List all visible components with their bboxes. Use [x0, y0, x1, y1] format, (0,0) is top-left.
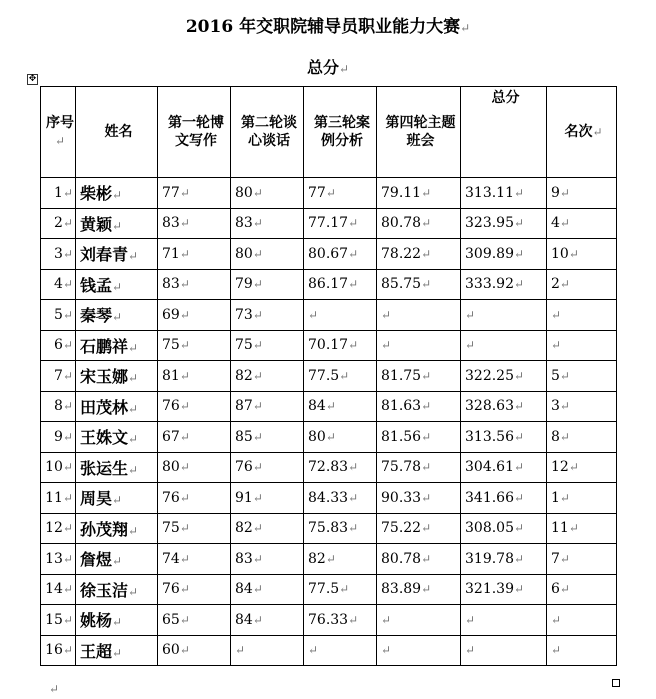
- table-row: [41, 361, 617, 392]
- cell-round2: 87↵: [231, 391, 304, 422]
- cell-round4: 75.22↵: [377, 513, 461, 544]
- cell-rank: 9↵: [547, 178, 617, 209]
- cell-round1: 76↵: [158, 574, 231, 605]
- cell-index: 3↵: [41, 239, 76, 270]
- cell-total: 328.63↵: [461, 391, 547, 422]
- cell-rank: ↵: [547, 300, 617, 331]
- table-row: [41, 605, 617, 636]
- cell-round2: 80↵: [231, 239, 304, 270]
- table-row: [41, 452, 617, 483]
- cell-round4: 78.22↵: [377, 239, 461, 270]
- cell-total: ↵: [461, 635, 547, 666]
- cell-index: 10↵: [41, 452, 76, 483]
- cell-index: 11↵: [41, 483, 76, 514]
- cell-round1: 77↵: [158, 178, 231, 209]
- cell-name: 田茂林↵: [76, 391, 158, 422]
- header-round2: 第二轮谈心谈话: [231, 87, 304, 178]
- cell-round4: 81.56↵: [377, 422, 461, 453]
- cell-round1: 69↵: [158, 300, 231, 331]
- header-index: 序号↵: [41, 87, 76, 178]
- cell-index: 14↵: [41, 574, 76, 605]
- cell-total: 308.05↵: [461, 513, 547, 544]
- table-row: [41, 269, 617, 300]
- cell-round1: 80↵: [158, 452, 231, 483]
- header-round1: 第一轮博文写作: [158, 87, 231, 178]
- cell-rank: 11↵: [547, 513, 617, 544]
- cell-index: 12↵: [41, 513, 76, 544]
- cell-round3: 77.5↵: [304, 361, 377, 392]
- cell-round2: 85↵: [231, 422, 304, 453]
- cell-round2: 79↵: [231, 269, 304, 300]
- cell-name: 黄颖↵: [76, 208, 158, 239]
- cell-index: 15↵: [41, 605, 76, 636]
- cell-round4: 81.75↵: [377, 361, 461, 392]
- cell-name: 刘春青↵: [76, 239, 158, 270]
- cell-round4: 90.33↵: [377, 483, 461, 514]
- table-row: [41, 635, 617, 666]
- table-row: [41, 574, 617, 605]
- cell-round4: 80.78↵: [377, 208, 461, 239]
- cell-name: 王姝文↵: [76, 422, 158, 453]
- cell-round3: 84↵: [304, 391, 377, 422]
- cell-name: 徐玉洁↵: [76, 574, 158, 605]
- cell-round1: 76↵: [158, 483, 231, 514]
- cell-round3: ↵: [304, 635, 377, 666]
- cell-rank: ↵: [547, 330, 617, 361]
- cell-rank: ↵: [547, 635, 617, 666]
- cell-total: ↵: [461, 330, 547, 361]
- cell-round3: 86.17↵: [304, 269, 377, 300]
- cell-rank: 10↵: [547, 239, 617, 270]
- cell-round2: ↵: [231, 635, 304, 666]
- cell-round4: ↵: [377, 635, 461, 666]
- cell-round1: 83↵: [158, 269, 231, 300]
- cell-total: 304.61↵: [461, 452, 547, 483]
- cell-name: 秦琴↵: [76, 300, 158, 331]
- cell-rank: ↵: [547, 605, 617, 636]
- cell-total: 319.78↵: [461, 544, 547, 575]
- cell-round3: 82↵: [304, 544, 377, 575]
- cell-name: 宋玉娜↵: [76, 361, 158, 392]
- cell-index: 7↵: [41, 361, 76, 392]
- table-row: [41, 513, 617, 544]
- cell-round4: 85.75↵: [377, 269, 461, 300]
- cell-index: 1↵: [41, 178, 76, 209]
- cell-round2: 76↵: [231, 452, 304, 483]
- cell-total: ↵: [461, 300, 547, 331]
- cell-total: 323.95↵: [461, 208, 547, 239]
- cell-name: 孙茂翔↵: [76, 513, 158, 544]
- cell-round1: 83↵: [158, 208, 231, 239]
- cell-index: 16↵: [41, 635, 76, 666]
- cell-round4: 80.78↵: [377, 544, 461, 575]
- document-subtitle: 总分↵: [306, 58, 350, 77]
- cell-round2: 83↵: [231, 208, 304, 239]
- cell-total: 341.66↵: [461, 483, 547, 514]
- cell-round4: 81.63↵: [377, 391, 461, 422]
- cell-round1: 75↵: [158, 330, 231, 361]
- cell-round3: ↵: [304, 300, 377, 331]
- cell-round3: 70.17↵: [304, 330, 377, 361]
- cell-round3: 84.33↵: [304, 483, 377, 514]
- cell-round2: 82↵: [231, 513, 304, 544]
- cell-round4: ↵: [377, 605, 461, 636]
- table-move-handle-icon[interactable]: ✥: [28, 74, 37, 84]
- cell-rank: 3↵: [547, 391, 617, 422]
- cell-round1: 60↵: [158, 635, 231, 666]
- cell-round3: 77.17↵: [304, 208, 377, 239]
- table-row: [41, 178, 617, 209]
- document-title: 2016 年交职院辅导员职业能力大赛↵: [185, 17, 471, 37]
- cell-name: 周昊↵: [76, 483, 158, 514]
- table-row: [41, 391, 617, 422]
- cell-round1: 65↵: [158, 605, 231, 636]
- cell-round2: 73↵: [231, 300, 304, 331]
- cell-total: 321.39↵: [461, 574, 547, 605]
- cell-round2: 91↵: [231, 483, 304, 514]
- cell-round1: 71↵: [158, 239, 231, 270]
- cell-rank: 6↵: [547, 574, 617, 605]
- cell-round2: 84↵: [231, 574, 304, 605]
- cell-round3: 77.5↵: [304, 574, 377, 605]
- cell-index: 6↵: [41, 330, 76, 361]
- cell-round4: 75.78↵: [377, 452, 461, 483]
- cell-index: 4↵: [41, 269, 76, 300]
- cell-index: 13↵: [41, 544, 76, 575]
- cell-rank: 8↵: [547, 422, 617, 453]
- cell-round1: 76↵: [158, 391, 231, 422]
- table-resize-handle[interactable]: [612, 679, 620, 687]
- table-header-row: [41, 87, 617, 178]
- cell-total: 309.89↵: [461, 239, 547, 270]
- cell-name: 钱孟↵: [76, 269, 158, 300]
- cell-round1: 81↵: [158, 361, 231, 392]
- cell-rank: 2↵: [547, 269, 617, 300]
- header-total: 总分: [461, 87, 547, 178]
- header-rank: 名次↵: [547, 87, 617, 178]
- cell-round1: 67↵: [158, 422, 231, 453]
- cell-round4: ↵: [377, 330, 461, 361]
- cell-round3: 76.33↵: [304, 605, 377, 636]
- header-round4: 第四轮主题班会: [377, 87, 461, 178]
- cell-rank: 7↵: [547, 544, 617, 575]
- table-row: [41, 300, 617, 331]
- header-name: 姓名: [76, 87, 158, 178]
- cell-rank: 12↵: [547, 452, 617, 483]
- cell-index: 5↵: [41, 300, 76, 331]
- cell-round3: 72.83↵: [304, 452, 377, 483]
- table-row: [41, 483, 617, 514]
- cell-total: 313.56↵: [461, 422, 547, 453]
- table-row: [41, 239, 617, 270]
- cell-total: ↵: [461, 605, 547, 636]
- cell-round2: 82↵: [231, 361, 304, 392]
- cell-round3: 80.67↵: [304, 239, 377, 270]
- table-row: [41, 330, 617, 361]
- cell-name: 张运生↵: [76, 452, 158, 483]
- cell-total: 333.92↵: [461, 269, 547, 300]
- cell-name: 詹煜↵: [76, 544, 158, 575]
- cell-round3: 75.83↵: [304, 513, 377, 544]
- cell-round2: 83↵: [231, 544, 304, 575]
- cell-name: 王超↵: [76, 635, 158, 666]
- cell-rank: 4↵: [547, 208, 617, 239]
- cell-total: 322.25↵: [461, 361, 547, 392]
- cell-index: 8↵: [41, 391, 76, 422]
- table-row: [41, 544, 617, 575]
- header-round3: 第三轮案例分析: [304, 87, 377, 178]
- cell-total: 313.11↵: [461, 178, 547, 209]
- cell-round4: ↵: [377, 300, 461, 331]
- table-row: [41, 422, 617, 453]
- cell-index: 2↵: [41, 208, 76, 239]
- cell-round4: 83.89↵: [377, 574, 461, 605]
- cell-round3: 77↵: [304, 178, 377, 209]
- cell-round2: 75↵: [231, 330, 304, 361]
- score-table: [40, 86, 617, 666]
- cell-name: 石鹏祥↵: [76, 330, 158, 361]
- cell-index: 9↵: [41, 422, 76, 453]
- cell-round2: 84↵: [231, 605, 304, 636]
- cell-name: 姚杨↵: [76, 605, 158, 636]
- table-row: [41, 208, 617, 239]
- cell-round1: 75↵: [158, 513, 231, 544]
- cell-rank: 1↵: [547, 483, 617, 514]
- cell-name: 柴彬↵: [76, 178, 158, 209]
- cell-round4: 79.11↵: [377, 178, 461, 209]
- cell-round2: 80↵: [231, 178, 304, 209]
- cell-round1: 74↵: [158, 544, 231, 575]
- paragraph-mark: ↵: [49, 682, 60, 696]
- cell-round3: 80↵: [304, 422, 377, 453]
- cell-rank: 5↵: [547, 361, 617, 392]
